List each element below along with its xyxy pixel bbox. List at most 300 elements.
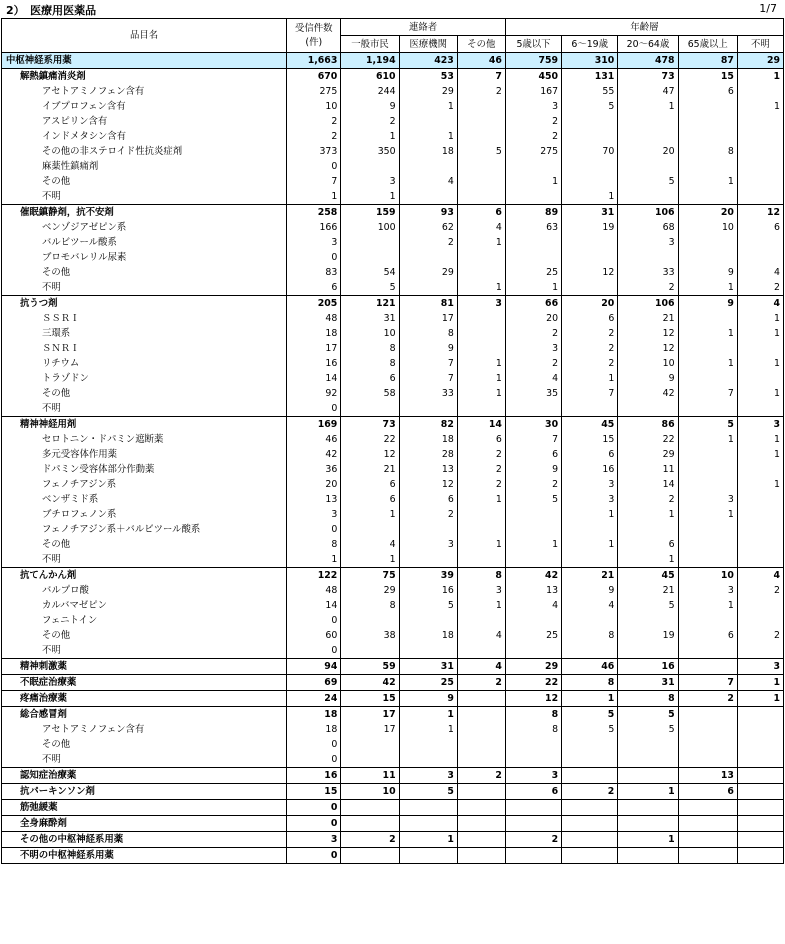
cell-value: 0 (287, 643, 341, 659)
cell-value (737, 707, 783, 723)
cell-value: 9 (399, 691, 457, 707)
cell-value: 1 (737, 477, 783, 492)
cell-value (678, 552, 737, 568)
cell-value (505, 737, 561, 752)
cell-value: 2 (457, 462, 505, 477)
cell-value: 82 (399, 417, 457, 433)
cell-value (457, 707, 505, 723)
cell-value: 1 (287, 552, 341, 568)
cell-value (678, 250, 737, 265)
cell-value: 38 (341, 628, 399, 643)
cell-value: 1 (562, 507, 618, 522)
cell-value (737, 159, 783, 174)
cell-value (737, 492, 783, 507)
cell-value: 10 (341, 326, 399, 341)
cell-value (678, 401, 737, 417)
cell-value (457, 326, 505, 341)
cell-value: 35 (505, 386, 561, 401)
cell-value: 3 (287, 507, 341, 522)
cell-value (618, 613, 678, 628)
cell-value (678, 659, 737, 675)
cell-value: 1 (287, 189, 341, 205)
cell-value: 4 (505, 598, 561, 613)
cell-value: 4 (737, 296, 783, 312)
cell-value (562, 800, 618, 816)
cell-value: 1 (505, 280, 561, 296)
cell-value (457, 552, 505, 568)
cell-value (737, 235, 783, 250)
cell-value: 14 (287, 598, 341, 613)
cell-value: 1 (678, 280, 737, 296)
cell-value: 10 (341, 784, 399, 800)
total-row (2, 53, 784, 69)
cell-value: 0 (287, 848, 341, 864)
cell-value: 14 (618, 477, 678, 492)
cell-value: 87 (678, 53, 737, 69)
cell-value: 1 (737, 356, 783, 371)
category-row (2, 784, 784, 800)
category-row (2, 659, 784, 675)
table-row (2, 189, 784, 205)
cell-value (457, 722, 505, 737)
cell-value: 2 (505, 114, 561, 129)
cell-value (457, 265, 505, 280)
table-row (2, 235, 784, 250)
cell-value: 11 (618, 462, 678, 477)
cell-value (678, 447, 737, 462)
cell-value: 6 (341, 371, 399, 386)
cell-value (457, 507, 505, 522)
cell-value: 0 (287, 737, 341, 752)
row-label: 認知症治療薬 (2, 768, 287, 784)
cell-value: 48 (287, 311, 341, 326)
cell-value: 7 (399, 356, 457, 371)
cell-value: 2 (737, 280, 783, 296)
cell-value: 3 (505, 768, 561, 784)
cell-value: 21 (341, 462, 399, 477)
cell-value: 8 (505, 722, 561, 737)
cell-value: 6 (678, 84, 737, 99)
row-label: 多元受容体作用薬 (2, 447, 287, 462)
cell-value: 3 (341, 174, 399, 189)
cell-value: 94 (287, 659, 341, 675)
cell-value (678, 832, 737, 848)
table-row (2, 598, 784, 613)
cell-value: 4 (737, 568, 783, 584)
table-row (2, 492, 784, 507)
cell-value: 30 (505, 417, 561, 433)
table-row (2, 752, 784, 768)
cell-value: 1 (457, 492, 505, 507)
cell-value: 5 (341, 280, 399, 296)
cell-value (737, 371, 783, 386)
cell-value: 2 (678, 691, 737, 707)
cell-value: 17 (287, 341, 341, 356)
cell-value (737, 800, 783, 816)
cell-value: 6 (678, 784, 737, 800)
cell-value (505, 189, 561, 205)
cell-value (505, 752, 561, 768)
cell-value (562, 816, 618, 832)
cell-value: 2 (457, 477, 505, 492)
cell-value: 68 (618, 220, 678, 235)
cell-value: 66 (505, 296, 561, 312)
cell-value (737, 341, 783, 356)
cell-value: 89 (505, 205, 561, 221)
cell-value (399, 613, 457, 628)
cell-value (737, 507, 783, 522)
cell-value: 5 (618, 707, 678, 723)
cell-value: 13 (399, 462, 457, 477)
category-row (2, 205, 784, 221)
cell-value: 6 (505, 447, 561, 462)
cell-value (399, 522, 457, 537)
cell-value: 21 (562, 568, 618, 584)
cell-value: 1 (618, 552, 678, 568)
cell-value: 3 (737, 417, 783, 433)
cell-value: 166 (287, 220, 341, 235)
category-row (2, 816, 784, 832)
cell-value: 5 (505, 492, 561, 507)
cell-value (678, 114, 737, 129)
category-row (2, 417, 784, 433)
cell-value: 2 (341, 114, 399, 129)
cell-value: 14 (457, 417, 505, 433)
row-label: ベンゾジアゼピン系 (2, 220, 287, 235)
cell-value (341, 522, 399, 537)
cell-value: 24 (287, 691, 341, 707)
cell-value (618, 800, 678, 816)
cell-value: 1 (457, 386, 505, 401)
header-contact-group: 連絡者 (341, 19, 506, 36)
table-row (2, 462, 784, 477)
cell-value: 10 (678, 220, 737, 235)
cell-value: 1 (457, 280, 505, 296)
table-row (2, 537, 784, 552)
cell-value: 4 (457, 659, 505, 675)
cell-value (457, 784, 505, 800)
cell-value: 0 (287, 613, 341, 628)
cell-value (562, 643, 618, 659)
cell-value: 48 (287, 583, 341, 598)
cell-value (562, 752, 618, 768)
cell-value (457, 129, 505, 144)
cell-value: 2 (618, 492, 678, 507)
table-row (2, 737, 784, 752)
cell-value: 1 (399, 129, 457, 144)
cell-value (678, 800, 737, 816)
cell-value: 8 (678, 144, 737, 159)
cell-value: 93 (399, 205, 457, 221)
cell-value: 4 (562, 598, 618, 613)
row-label: 不明 (2, 189, 287, 205)
cell-value (678, 737, 737, 752)
row-label: ＳＳＲＩ (2, 311, 287, 326)
cell-value: 1 (562, 189, 618, 205)
cell-value: 22 (618, 432, 678, 447)
cell-value (457, 159, 505, 174)
cell-value: 42 (618, 386, 678, 401)
header-medical-institution: 医療機関 (399, 36, 457, 53)
header-item-name: 品目名 (2, 19, 287, 53)
cell-value: 29 (618, 447, 678, 462)
cell-value (399, 737, 457, 752)
cell-value: 6 (562, 311, 618, 326)
cell-value: 54 (341, 265, 399, 280)
table-row (2, 507, 784, 522)
cell-value: 6 (457, 205, 505, 221)
cell-value (341, 848, 399, 864)
cell-value: 45 (562, 417, 618, 433)
row-label: 抗パーキンソン剤 (2, 784, 287, 800)
cell-value: 450 (505, 69, 561, 85)
cell-value: 1 (618, 784, 678, 800)
cell-value: 610 (341, 69, 399, 85)
cell-value (457, 613, 505, 628)
data-table (1, 18, 784, 864)
cell-value: 2 (505, 356, 561, 371)
cell-value: 16 (399, 583, 457, 598)
cell-value: 3 (737, 659, 783, 675)
table-row (2, 326, 784, 341)
cell-value: 21 (618, 311, 678, 326)
row-label: ブロモバレリル尿素 (2, 250, 287, 265)
cell-value: 1 (678, 174, 737, 189)
cell-value (678, 522, 737, 537)
cell-value: 275 (287, 84, 341, 99)
cell-value (678, 129, 737, 144)
cell-value (678, 537, 737, 552)
row-label: リチウム (2, 356, 287, 371)
cell-value (737, 129, 783, 144)
cell-value: 31 (618, 675, 678, 691)
row-label: 不明の中枢神経系用薬 (2, 848, 287, 864)
cell-value: 0 (287, 752, 341, 768)
row-label: 筋弛緩薬 (2, 800, 287, 816)
cell-value: 16 (618, 659, 678, 675)
cell-value: 69 (287, 675, 341, 691)
table-row (2, 371, 784, 386)
cell-value: 106 (618, 296, 678, 312)
cell-value (737, 401, 783, 417)
cell-value: 8 (341, 356, 399, 371)
cell-value: 1 (618, 832, 678, 848)
cell-value (678, 462, 737, 477)
cell-value (737, 784, 783, 800)
cell-value (618, 114, 678, 129)
cell-value (678, 311, 737, 326)
cell-value: 1 (562, 371, 618, 386)
cell-value: 4 (457, 628, 505, 643)
cell-value (737, 598, 783, 613)
cell-value: 7 (505, 432, 561, 447)
row-label: ベンザミド系 (2, 492, 287, 507)
row-label: 不明 (2, 280, 287, 296)
row-label: その他 (2, 265, 287, 280)
row-label: ブチロフェノン系 (2, 507, 287, 522)
cell-value: 205 (287, 296, 341, 312)
cell-value: 2 (505, 832, 561, 848)
row-label: 中枢神経系用薬 (2, 53, 287, 69)
cell-value (618, 250, 678, 265)
cell-value: 55 (562, 84, 618, 99)
row-label: トラゾドン (2, 371, 287, 386)
cell-value: 6 (618, 537, 678, 552)
category-row (2, 691, 784, 707)
cell-value (737, 722, 783, 737)
cell-value (505, 159, 561, 174)
cell-value: 15 (287, 784, 341, 800)
cell-value: 14 (287, 371, 341, 386)
cell-value: 17 (399, 311, 457, 326)
cell-value: 169 (287, 417, 341, 433)
cell-value: 1 (505, 174, 561, 189)
cell-value (457, 114, 505, 129)
cell-value (737, 537, 783, 552)
cell-value: 2 (618, 280, 678, 296)
cell-value (457, 816, 505, 832)
cell-value: 244 (341, 84, 399, 99)
row-label: インドメタシン含有 (2, 129, 287, 144)
cell-value (457, 522, 505, 537)
cell-value: 3 (678, 583, 737, 598)
cell-value: 1,194 (341, 53, 399, 69)
cell-value: 2 (457, 768, 505, 784)
cell-value (678, 189, 737, 205)
cell-value: 46 (457, 53, 505, 69)
header-contact-other: その他 (457, 36, 505, 53)
table-row (2, 477, 784, 492)
cell-value: 18 (399, 432, 457, 447)
table-row (2, 386, 784, 401)
cell-value: 2 (457, 84, 505, 99)
cell-value (399, 280, 457, 296)
cell-value (618, 129, 678, 144)
table-row (2, 643, 784, 659)
cell-value: 25 (505, 628, 561, 643)
cell-value (399, 189, 457, 205)
cell-value: 8 (287, 537, 341, 552)
row-label: アスピリン含有 (2, 114, 287, 129)
cell-value (562, 768, 618, 784)
cell-value: 9 (678, 265, 737, 280)
cell-value: 4 (505, 371, 561, 386)
row-label: 精神神経用剤 (2, 417, 287, 433)
cell-value: 1 (678, 598, 737, 613)
cell-value (737, 144, 783, 159)
cell-value: 3 (399, 768, 457, 784)
cell-value: 12 (341, 447, 399, 462)
cell-value (399, 848, 457, 864)
cell-value: 86 (618, 417, 678, 433)
cell-value: 59 (341, 659, 399, 675)
row-label: フェニトイン (2, 613, 287, 628)
cell-value: 21 (618, 583, 678, 598)
cell-value: 62 (399, 220, 457, 235)
cell-value (678, 848, 737, 864)
cell-value: 3 (505, 99, 561, 114)
header-age-group: 年齢層 (505, 19, 783, 36)
cell-value: 1 (618, 507, 678, 522)
cell-value: 2 (399, 235, 457, 250)
cell-value (457, 189, 505, 205)
cell-value: 100 (341, 220, 399, 235)
cell-value: 1 (737, 326, 783, 341)
cell-value: 5 (399, 598, 457, 613)
cell-value (618, 768, 678, 784)
cell-value: 28 (399, 447, 457, 462)
category-row (2, 69, 784, 85)
cell-value (737, 832, 783, 848)
cell-value: 31 (399, 659, 457, 675)
cell-value: 1 (457, 371, 505, 386)
row-label: 催眠鎮静剤，抗不安剤 (2, 205, 287, 221)
table-row (2, 159, 784, 174)
cell-value: 8 (562, 675, 618, 691)
cell-value: 2 (505, 129, 561, 144)
cell-value (457, 800, 505, 816)
section-title: 2） 医療用医薬品 (6, 4, 97, 17)
cell-value: 47 (618, 84, 678, 99)
cell-value: 17 (341, 707, 399, 723)
cell-value: 423 (399, 53, 457, 69)
cell-value: 1,663 (287, 53, 341, 69)
cell-value: 29 (341, 583, 399, 598)
cell-value: 3 (562, 477, 618, 492)
cell-value: 9 (618, 371, 678, 386)
cell-value: 8 (618, 691, 678, 707)
cell-value (341, 401, 399, 417)
cell-value: 7 (287, 174, 341, 189)
cell-value (457, 341, 505, 356)
cell-value (678, 722, 737, 737)
cell-value: 42 (505, 568, 561, 584)
cell-value: 20 (287, 477, 341, 492)
table-row (2, 250, 784, 265)
category-row (2, 800, 784, 816)
cell-value: 4 (341, 537, 399, 552)
cell-value: 12 (562, 265, 618, 280)
cell-value (737, 189, 783, 205)
table-row (2, 311, 784, 326)
cell-value: 63 (505, 220, 561, 235)
cell-value: 36 (287, 462, 341, 477)
cell-value: 15 (341, 691, 399, 707)
table-body (2, 53, 784, 864)
cell-value (457, 737, 505, 752)
cell-value: 121 (341, 296, 399, 312)
cell-value: 373 (287, 144, 341, 159)
cell-value: 2 (287, 114, 341, 129)
cell-value (678, 159, 737, 174)
cell-value: 1 (737, 386, 783, 401)
table-row (2, 628, 784, 643)
table-row (2, 129, 784, 144)
cell-value: 12 (505, 691, 561, 707)
cell-value: 9 (505, 462, 561, 477)
cell-value: 1 (737, 311, 783, 326)
row-label: 不眠症治療薬 (2, 675, 287, 691)
cell-value: 7 (678, 386, 737, 401)
table-row (2, 174, 784, 189)
table-row (2, 280, 784, 296)
cell-value: 1 (341, 552, 399, 568)
table-row (2, 583, 784, 598)
row-label: 不明 (2, 552, 287, 568)
cell-value: 0 (287, 800, 341, 816)
cell-value: 3 (457, 296, 505, 312)
cell-value: 1 (399, 707, 457, 723)
